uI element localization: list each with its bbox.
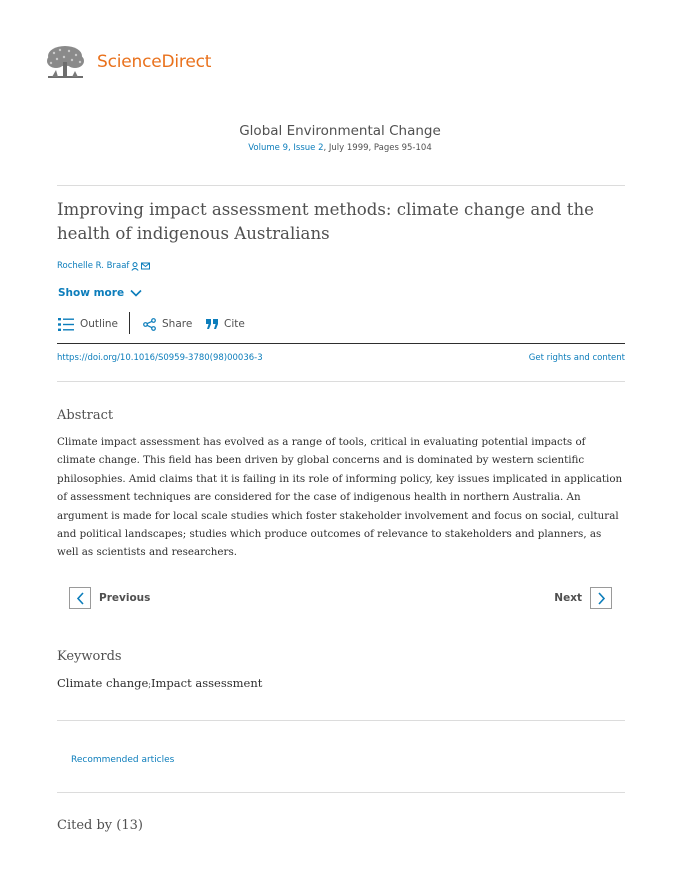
show-more-button[interactable] [58,287,142,299]
next-button[interactable] [554,587,612,609]
email-icon[interactable] [141,262,150,270]
divider [57,792,625,793]
show-more-label: Show more [58,287,125,299]
toolbar-separator [129,312,130,334]
keyword-separator: ; [148,680,151,689]
cited-by-heading: Cited by (13) [57,818,143,833]
chevron-left-icon [76,592,85,605]
doi-link[interactable]: https://doi.org/10.1016/S0959-3780(98)00036-3 [57,353,263,363]
elsevier-tree-logo-icon [44,44,87,82]
previous-button[interactable] [69,587,150,609]
author-line [57,261,150,271]
outline-label: Outline [80,318,118,330]
abstract-heading: Abstract [57,408,114,423]
keywords-list [57,676,262,690]
brand-name[interactable]: ScienceDirect [97,52,212,72]
divider [57,185,625,186]
elsevier-logo[interactable] [44,44,87,82]
share-label: Share [162,318,193,330]
share-button[interactable] [143,316,192,332]
cite-button[interactable] [206,316,245,332]
chevron-right-icon [597,592,606,605]
recommended-articles-link[interactable]: Recommended articles [71,755,175,765]
article-title: Improving impact assessment methods: climate change and the health of indigenous Australians [57,200,594,243]
previous-label: Previous [99,592,151,604]
share-icon [143,318,156,331]
issue-line [0,143,680,153]
outline-button[interactable] [58,316,118,332]
previous-arrow-box [69,587,91,609]
person-icon[interactable] [131,262,139,271]
cite-label: Cite [224,318,245,330]
keyword-item[interactable]: Climate change [57,676,149,690]
journal-name[interactable]: Global Environmental Change [239,123,441,139]
abstract-text: Climate impact assessment has evolved as a range of tools, critical in evaluating potential impacts of climate change. This field has been driven by global concerns and is dominated by western scientific philosophies. Amid claims that it is failing in its role of informing policy, key issues implicated in application of assessment techniques are considered for the case of indigenous health in northern Australia. An argument is made for local scale studies which foster stakeholder involvement and focus on social, cultural and political landscapes; studies which produce outcomes of relevance to stakeholders and planners, as well as scientists and researchers. [57,436,623,559]
divider [57,381,625,382]
quote-icon [206,319,218,329]
keywords-heading: Keywords [57,649,122,664]
toolbar-underline [57,343,625,344]
next-arrow-box [590,587,612,609]
rights-link[interactable]: Get rights and content [528,353,625,363]
issue-date-pages: , July 1999, Pages 95-104 [323,143,432,153]
next-label: Next [554,592,582,604]
outline-list-icon [58,318,74,331]
divider [57,720,625,721]
author-link[interactable]: Rochelle R. Braaf [57,261,130,271]
volume-issue-link[interactable]: Volume 9, Issue 2 [248,143,324,153]
chevron-down-icon [130,289,142,297]
keyword-item[interactable]: Impact assessment [150,676,263,690]
